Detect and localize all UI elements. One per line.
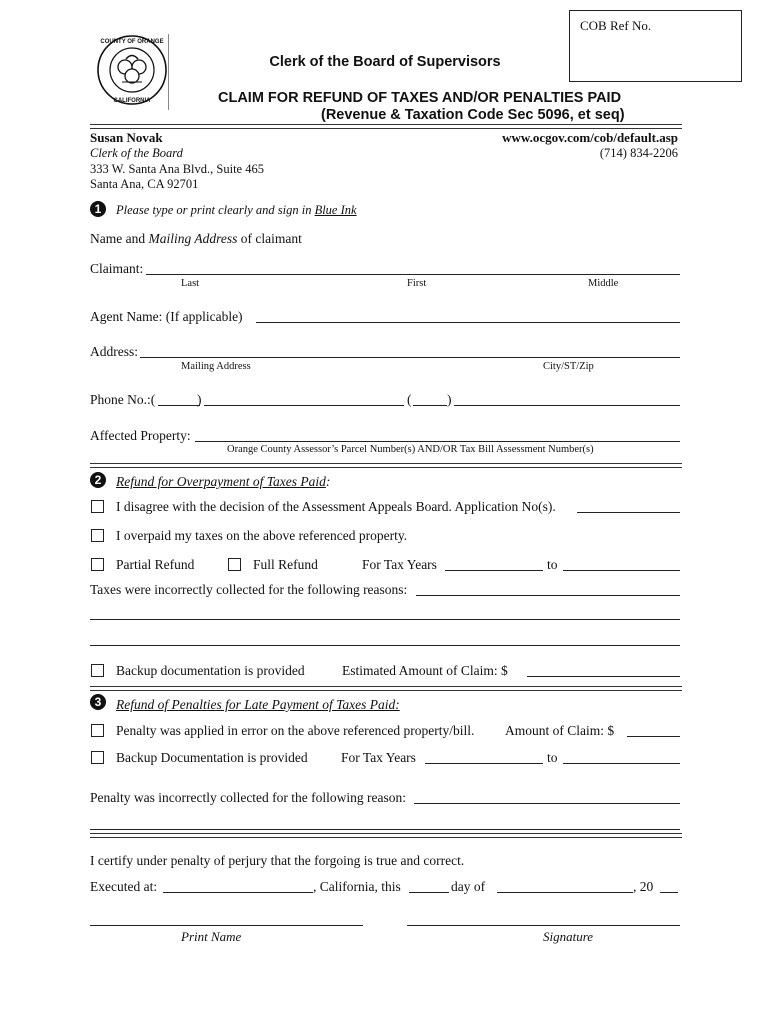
reasons-field-3[interactable] (90, 645, 680, 646)
reasons-field-1[interactable] (416, 595, 680, 596)
day-of-label: day of (451, 879, 486, 894)
claimant-label: Claimant: (90, 261, 144, 276)
year-field[interactable] (660, 892, 678, 893)
seal-bottom-text: CALIFORNIA (113, 98, 151, 104)
agent-field[interactable] (256, 322, 680, 323)
print-name-label: Print Name (181, 929, 242, 944)
executed-at-label: Executed at: (90, 879, 158, 894)
tax-years-to-label: to (547, 557, 558, 572)
phone2-close-paren: ) (447, 392, 452, 407)
phone-close-paren: ) (197, 392, 202, 407)
form-title: CLAIM FOR REFUND OF TAXES AND/OR PENALTIES PAID (218, 90, 622, 106)
reasons-label: Taxes were incorrectly collected for the following reasons: (90, 582, 408, 597)
form-subtitle: (Revenue & Taxation Code Sec 5096, et seq) (321, 107, 625, 123)
penalty-backup-label: Backup Documentation is provided (116, 750, 308, 765)
section2-heading-suffix: : (325, 474, 331, 489)
phone-area-code-field[interactable] (158, 405, 200, 406)
california-label: , California, this (313, 879, 401, 894)
address-sub-mailing: Mailing Address (181, 361, 251, 372)
overpaid-label: I overpaid my taxes on the above referenced property. (116, 528, 408, 543)
claimant-sub-last: Last (181, 278, 200, 289)
penalty-tax-years-to-field[interactable] (563, 763, 680, 764)
overpaid-checkbox[interactable] (91, 529, 104, 542)
property-sub: Orange County Assessor’s Parcel Number(s) AND/OR Tax Bill Assessment Number(s) (227, 444, 594, 455)
full-refund-checkbox[interactable] (228, 558, 241, 571)
claimant-sub-middle: Middle (588, 278, 619, 289)
section2-heading-wrap (116, 474, 330, 490)
phone-label: Phone No.:( (90, 392, 156, 407)
backup-doc-label: Backup documentation is provided (116, 663, 305, 678)
office-role: Clerk of the Board (90, 146, 183, 160)
penalty-error-checkbox[interactable] (91, 724, 104, 737)
office-address1: 333 W. Santa Ana Blvd., Suite 465 (90, 162, 264, 176)
phone2-area-code-field[interactable] (413, 405, 447, 406)
certify-statement: I certify under penalty of perjury that the forgoing is true and correct. (90, 853, 465, 868)
month-field[interactable] (497, 892, 633, 893)
address-sub-city: City/ST/Zip (543, 361, 594, 372)
penalty-backup-checkbox[interactable] (91, 751, 104, 764)
backup-doc-checkbox[interactable] (91, 664, 104, 677)
section2-divider (90, 463, 682, 468)
property-label: Affected Property: (90, 428, 191, 443)
org-title: Clerk of the Board of Supervisors (269, 54, 501, 70)
tax-years-label: For Tax Years (362, 557, 437, 572)
penalty-amount-label: Amount of Claim: $ (505, 723, 615, 738)
name-heading-b: Mailing Address (148, 231, 238, 246)
phone2-open-paren: ( (407, 392, 412, 407)
penalty-error-label: Penalty was applied in error on the above referenced property/bill. (116, 723, 475, 738)
year-label: , 20 (633, 879, 654, 894)
estimated-amount-field[interactable] (527, 676, 680, 677)
certify-divider (90, 833, 682, 838)
appeals-label: I disagree with the decision of the Assessment Appeals Board. Application No(s). (116, 499, 556, 514)
penalty-reason-label: Penalty was incorrectly collected for the following reason: (90, 790, 407, 805)
day-field[interactable] (409, 892, 449, 893)
cob-ref-label: COB Ref No. (580, 18, 652, 33)
section3-divider (90, 686, 682, 691)
county-seal-logo (96, 34, 168, 106)
application-no-field[interactable] (577, 512, 680, 513)
penalty-tax-years-to-label: to (547, 750, 558, 765)
office-name: Susan Novak (90, 130, 163, 145)
penalty-amount-field[interactable] (627, 736, 680, 737)
estimated-amount-label: Estimated Amount of Claim: $ (342, 663, 508, 678)
address-label: Address: (90, 344, 138, 359)
seal-top-text: COUNTY OF ORANGE (100, 39, 164, 45)
address-field[interactable] (140, 357, 680, 358)
phone-number-field[interactable] (204, 405, 404, 406)
reasons-field-2[interactable] (90, 619, 680, 620)
phone2-number-field[interactable] (454, 405, 680, 406)
signature-field[interactable] (407, 925, 680, 926)
name-heading-c: of claimant (237, 231, 302, 246)
section1-number: 1 (90, 201, 106, 217)
signature-label: Signature (543, 929, 594, 944)
tax-years-to-field[interactable] (563, 570, 680, 571)
section3-number: 3 (90, 694, 106, 710)
property-field[interactable] (195, 441, 680, 442)
section3-heading: Refund of Penalties for Late Payment of Taxes Paid: (116, 697, 400, 712)
tax-years-from-field[interactable] (445, 570, 543, 571)
penalty-tax-years-from-field[interactable] (425, 763, 543, 764)
agent-label: Agent Name: (If applicable) (90, 309, 243, 324)
name-heading-a: Name and (90, 231, 149, 246)
claimant-sub-first: First (407, 278, 427, 289)
name-address-heading (90, 231, 302, 247)
claimant-field[interactable] (146, 274, 680, 275)
executed-at-field[interactable] (163, 892, 313, 893)
partial-refund-label: Partial Refund (116, 557, 195, 572)
section2-heading: Refund for Overpayment of Taxes Paid (116, 474, 326, 489)
penalty-tax-years-label: For Tax Years (341, 750, 416, 765)
full-refund-label: Full Refund (253, 557, 318, 572)
partial-refund-checkbox[interactable] (91, 558, 104, 571)
cob-ref-box[interactable] (569, 10, 742, 82)
appeals-checkbox[interactable] (91, 500, 104, 513)
blue-ink-text: Blue Ink (314, 203, 357, 217)
seal-divider (168, 34, 169, 110)
instruction-text: Please type or print clearly and sign in (116, 203, 315, 217)
penalty-reason-field-1[interactable] (414, 803, 680, 804)
print-name-field[interactable] (90, 925, 363, 926)
office-phone: (714) 834-2206 (599, 146, 678, 160)
penalty-reason-field-2[interactable] (90, 829, 680, 830)
section1-instruction (116, 203, 357, 218)
office-website[interactable]: www.ocgov.com/cob/default.asp (502, 130, 678, 145)
header-divider (90, 124, 682, 129)
office-address2: Santa Ana, CA 92701 (90, 177, 199, 191)
section2-number: 2 (90, 472, 106, 488)
